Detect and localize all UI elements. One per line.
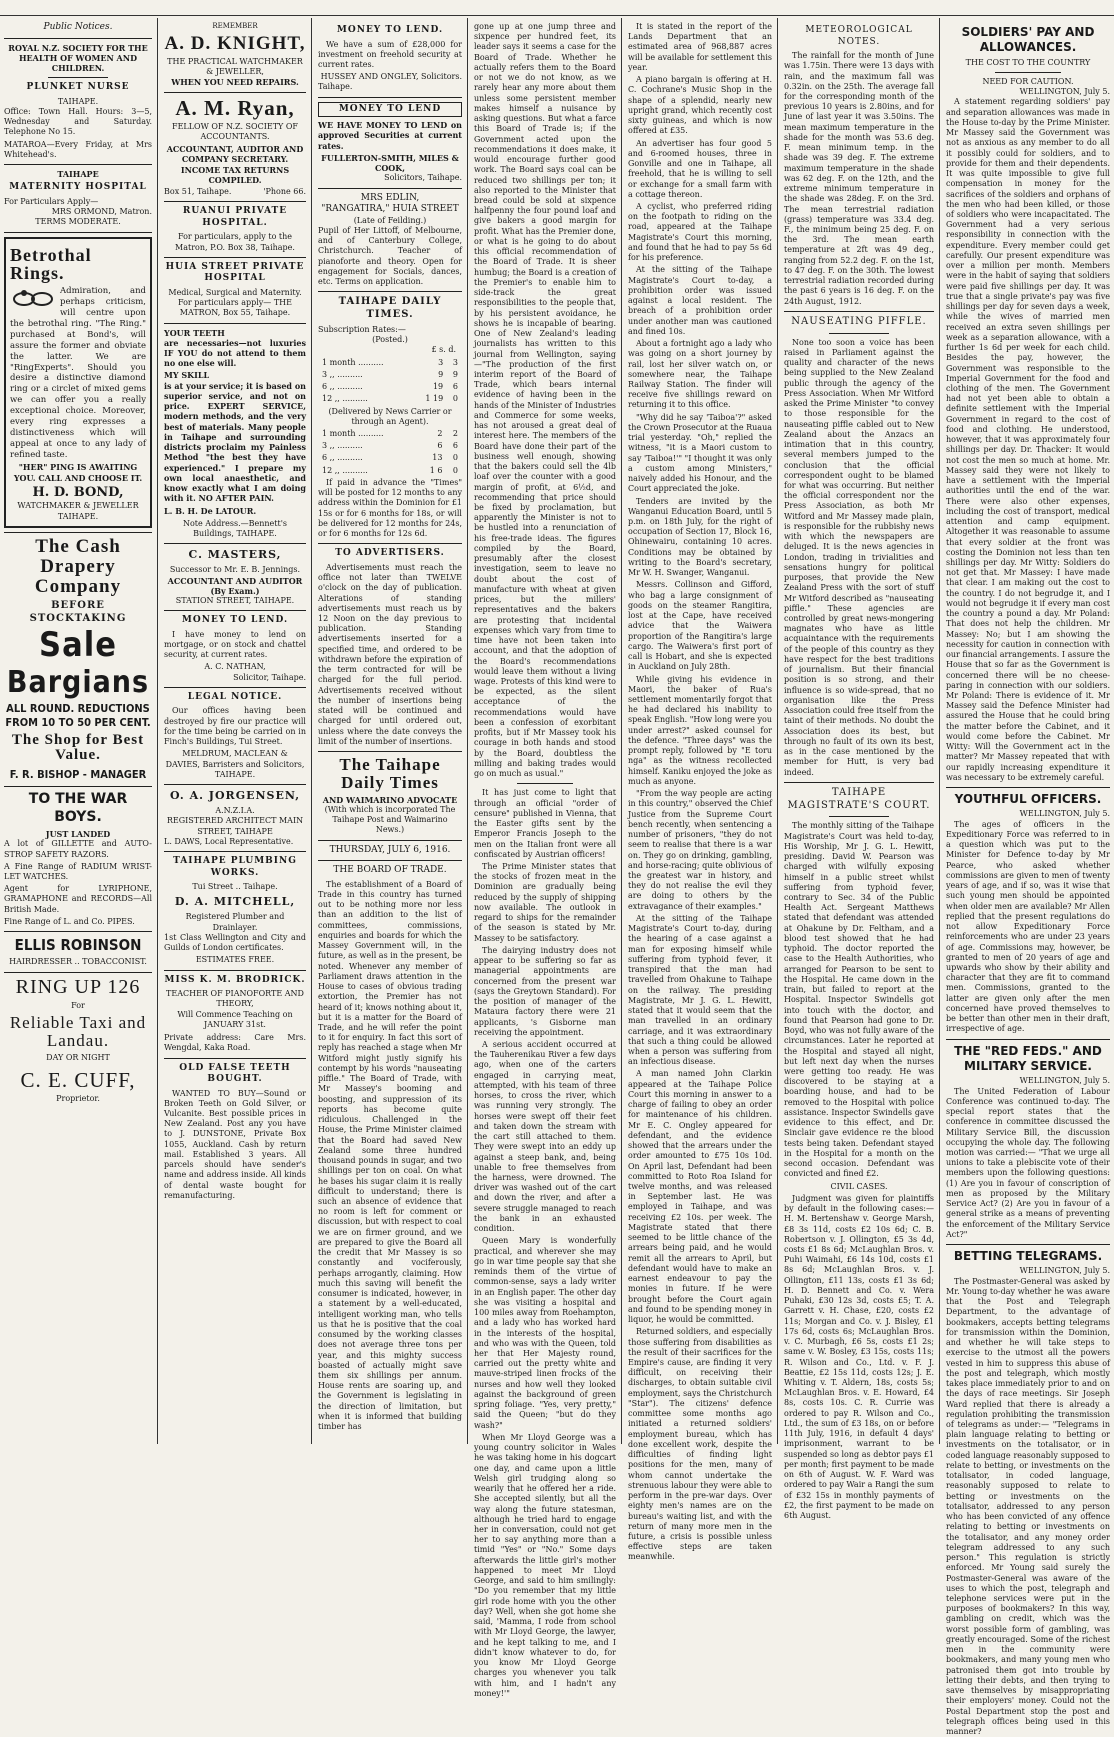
red-feds-body: The United Federation of Labour Conference was continued to-day. The special report states that the conference in committee discussed the Military Service Bill, the discussion occupying the whole day. The following motion was carried:— "That we urge all unions to take a plebiscite vote of their members upon the following questions: (1) Are you in favour of conscription of men as proposed by the Military Service Act? (2) Are you in favour of a general strike as a means of preventing the enforcement of the Military Service Act?" xyxy=(946,1086,1110,1239)
houses-paragraph: An advertiser has four good 5 and 6-roomed houses, three in Gonville and one in Taihape, all freehold, that he is willing to sell or exchange for a small farm with a cottage thereon. xyxy=(628,138,772,199)
tenders-paragraph: Tenders are invited by the Wanganui Education Board, until 5 p.m. on 18th July, for the right of occupation of Section 17, Block 16, Ohinewairu, containing 10 acres. Conditions may be obtained by writing to the Board's secretary, Mr W. H. Swanger, Wanganui. xyxy=(628,496,772,578)
youthful-officers-dateline: WELLINGTON, July 5. xyxy=(1019,809,1110,819)
skill-address: Note Address.—Bennett's Buildings, TAIHAPE. xyxy=(182,518,288,538)
subs-delivered-cell: 1 month .......... xyxy=(322,428,384,438)
plumbing-title: TAIHAPE PLUMBING WORKS. xyxy=(173,856,297,878)
fullerton-lend-title: MONEY TO LEND xyxy=(318,102,462,118)
war-line-1: A lot of GILLETTE and AUTO-STROP SAFETY RAZORS. xyxy=(4,839,152,859)
subs-posted-row xyxy=(320,370,460,380)
column-4 xyxy=(470,22,620,1698)
legal-notice-body: Our offices having been destroyed by fire our practice will for the time being be carried on in Finch's Buildings, Tui Street. xyxy=(164,706,306,747)
cash-shop: The Shop for Best Value. xyxy=(11,731,145,764)
jorgensen-cred: A.N.Z.I.A. xyxy=(215,806,255,816)
maternity-apply: For Particulars Apply— xyxy=(4,196,99,206)
huia-title: HUIA STREET PRIVATE HOSPITAL xyxy=(165,261,305,284)
meteorological-body: The rainfall for the month of June was 1.75in. There were 13 days with rain, and the maximum fall was 0.32in. on the 25th. The average fall for the corresponding month of the previous 10 years is 2.80ins, and for June of last year it was 3.50ins. The mean maximum temperature in the shade for the month was 53.6 deg. F. mean minimum temp. in the shade was 39 deg. F. The extreme maximum temperature in the shade was 62 deg. F. on the 12th, and the extreme minimum temperature in the shade was 28deg. F. on the 3rd. The mean terrestrial radiation (grass) temperature was 33.4 deg. F., the minimum being 25 deg. F. on the 3rd. The mean earth temperature at 2ft was 49 deg., ranging from 52.2 deg. F. on the 1st, to 47 deg. F. on the 30th. The lowest terrestrial radiation recorded during the past 6 years is 16 deg. F. on the 24th August, 1912. xyxy=(784,51,934,306)
maternity-hospital-title: MATERNITY HOSPITAL xyxy=(9,182,147,193)
war-line-3: Agent for LYRIPHONE, GRAMAPHONE and RECORDS—All British Made. xyxy=(4,884,152,914)
cash-manager: F. R. BISHOP - MANAGER xyxy=(9,768,147,782)
betting-telegrams-body: The Postmaster-General was asked by Mr. Young to-day whether he was aware that the Post and Telegraph Department, to the advantage of bookmakers, accepts betting telegrams for transmission within the Dominion, and whether he will take steps to exercise to the utmost all the powers vested in him to suppress this abuse of the post and telegraph, which mostly takes place immediately prior to and on the days of race meetings. Sir Joseph Ward replied that there is already a regulation prohibiting the transmission of telegrams as under:— "Telegrams in plain language relating to betting or investments on the totalisator, or in coded language reasonably supposed to relate to betting, or investments on the totalisator, in coded language, reasonably supposed to relate to betting or investments on the totalisator, addressed to any person who has been convicted of any offence relating to betting or investments on the totalisator, and any money order telegram addressed to any such person." This regulation is strictly enforced. Mr Young said surely the Postmaster-General was aware of the uses to which the post, telegraph and telephone services were put in the purposes of bookmakers? In this way, gambling on credit, which was the worst possible form of gambling, was greatly encouraged. Some of the richest men in the community were bookmakers, and many young men who patronised them got into trouble by letting their debts, and then trying to save themselves by misappropriating their employers' money. Could not the Postal Department stop the post and telegraph offices being used in this manner? xyxy=(946,1276,1110,1737)
queen-mary-paragraph: Queen Mary is wonderfully practical, and wherever she may go in war time people say that she reminds them of the virtue of common-sense, says a lady writer in an English paper. The other day she was visiting a hospital and 100 miles away from Roehampton, and a lady who has worked hard in the interests of the hospital, and who was with the Queen, told her that Her Majesty round, carried out the pretty white and mauve-striped linen frocks of the nurses and how well they looked against the background of green spring foliage. "Yes, very pretty," said the Queen; "but do they wash?" xyxy=(474,1236,616,1430)
soldiers-pay-sub2: NEED FOR CAUTION. xyxy=(982,76,1074,86)
fullerton-role: Solicitors, Taihape. xyxy=(384,173,462,183)
bond-advertisement xyxy=(4,237,152,528)
ryan-fellow: FELLOW OF N.Z. SOCIETY OF ACCOUNTANTS. xyxy=(172,121,298,141)
court-title: TAIHAPE MAGISTRATE'S COURT. xyxy=(787,786,931,811)
ellis-robinson-trade: HAIRDRESSER .. TOBACCONIST. xyxy=(9,957,147,967)
typhoid-paragraph: At the sitting of the Taihape Magistrate's Court to-day, during the hearing of a case against a man for exposing himself while suffering from typhoid fever, it transpired that the man had travelled from Ohakune to Taihape on the railway. The presiding Magistrate, Mr J. G. L. Hewitt, stated that it would seem that the man travelled in an ordinary carriage, and it was extraordinary that such a thing could be allowed when a person was suffering from an infectious disease. xyxy=(628,913,772,1067)
subs-delivered-row xyxy=(320,453,460,463)
masthead-sub: AND WAIMARINO ADVOCATE xyxy=(322,794,458,805)
lloyd-george-paragraph: When Mr Lloyd George was a young country solicitor in Wales he was taking home in his dogcart one day, and came upon a little Welsh girl trudging along so wearily that he offered her a ride. She accepted silently, but all the way along the future statesman, although he tried hard to engage her in conversation, could not get her to say anything more than a timid "Yes" or "No." Some days afterwards the little girl's mother happened to meet Mr Lloyd George, and said to him smilingly: "Do you remember that my little girl rode home with you the other day? Well, when she got home she said, 'Mamma, I rode from school with Mr Lloyd George, the lawyer, and he kept talking to me, and I didn't know whatever to do, for you know Mr Lloyd George charges you whenever you talk with him, and I hadn't any money!'" xyxy=(474,1432,616,1698)
subs-delivered-cell: 1 6 xyxy=(429,465,443,475)
betting-telegrams-dateline: WELLINGTON, July 5. xyxy=(1019,1266,1110,1276)
frozen-meat-paragraph: The Prime Minister states that the stocks of frozen meat in the Dominion are gradually being reduced by the supply of shipping now available. The outlook in regard to ships for the remainder of the season is stated by Mr. Massey to be satisfactory. xyxy=(474,861,616,943)
bond-name: H. D. BOND, xyxy=(32,484,124,500)
chief-justice-paragraph: "From the way people are acting in this country," observed the Chief Justice from the Supreme Court bench recently, when sentencing a number of prisoners, "they do not seem to realise that there is a war on. They go on drinking, gambling, and horse-racing; quite oblivious of the greatest war in history, and they do not realise the evil they are doing to others by the extravagance of their examples." xyxy=(628,789,772,911)
fullerton-firm: FULLERTON-SMITH, MILES & COOK, xyxy=(321,152,459,174)
subs-posted: (Posted.) xyxy=(372,335,408,345)
column-divider xyxy=(777,18,778,1444)
dairy-paragraph: The dairying industry does not appear to be suffering so far as managerial appointments are concerned from the present war (says the Greytown Standard). For the position of manager of the Mataura factory there were 21 applicants, 's Gisborne man receiving the appointment. xyxy=(474,945,616,1037)
teeth-title: YOUR TEETH xyxy=(164,327,225,338)
mitchell-trade: Registered Plumber and Drainlayer. xyxy=(185,912,285,932)
court-body: The monthly sitting of the Taihape Magistrate's Court was held to-day, His Worship, Mr J. G. L. Hewitt, presiding. David W. Pearson was charged with wilfully exposing himself in a public street whilst suffering from typhoid fever, contrary to Sec. 34 of the Public Health Act. Sergeant Matthews stated that defendant was attended at Ohakune by Dr. Feltham, and a blood test showed that he had typhoid. The doctor reported the case to the Health Authorities, who arranged for Pearson to be sent to the Hospital. He came down in the train, but failed to report at the Hospital. Inspector Swindells got into touch with the doctor, and found that Pearson had gone to Dr. Boyd, who was not fully aware of the circumstances. Later he reported at the Hospital and stayed all night, but left next day when the nurses were getting too ready. He was discovered to be staying at a boarding house, and had to be removed to the Hospital with police assistance. Inspector Swindells gave evidence to this effect, and Dr. Sinclair gave evidence re the blood tests being taken. Defendant stayed in the Hospital for a month on the second occasion. Defendant was convicted and fined £2. xyxy=(784,821,934,1179)
column-divider xyxy=(157,18,158,1444)
plunket-hours: Office: Town Hall. Hours: 3—5, Wednesday and Saturday. Telephone No 15. xyxy=(4,106,152,137)
jorgensen-trade: REGISTERED ARCHITECT MAIN STREET, TAIHAPE xyxy=(166,816,304,836)
masters-street: STATION STREET, TAIHAPE. xyxy=(175,595,295,605)
subs-delivered-cell: 0 xyxy=(452,465,458,475)
column-3 xyxy=(314,22,466,1442)
subs-delivered-cell: 2 xyxy=(437,428,443,438)
returned-soldiers-paragraph: Returned soldiers, and especially those suffering from disabilities as the result of their sacrifices for the Empire's cause, are finding it very difficult, on receiving their discharges, to obtain suitable civil employment, says the Christchurch "Star"). The citizens' defence committee some months ago initiated a returned soldiers' employment bureau, which has done excellent work, despite the difficulties of finding light positions for the men, many of whom cannot undertake the strenuous labour they were able to perform in the pre-war days. Over eighty men's names are on the bureau's waiting list, and with the return of many more men in the future, a crisis is possible unless effective steps are taken meanwhile. xyxy=(628,1327,773,1562)
subs-posted-cell: 1 month .......... xyxy=(322,357,384,367)
subs-posted-cell: 12 ,, .......... xyxy=(322,394,368,404)
knight-need: WHEN YOU NEED REPAIRS. xyxy=(171,77,299,88)
river-accident-paragraph: A serious accident occurred at the Tauherenikau River a few days ago, when one of the carters engaged in carrying meat, attempted, with his team of three horses, to cross the river, which was running very strongly. The horses were swept off their feet and taken down the stream with the cart still attached to them. They were swept into an eddy up against a steep bank, and, being unable to free themselves from the harness, were drowned. The driver was washed out of the cart and down the river, and after a severe struggle managed to reach the bank in an exhausted condition. xyxy=(474,1039,616,1234)
skill-body: is at your service; it is based on superior service, and not on price. EXPERT SERVICE, modern methods, and the very best of materials. Many people in Taihape and surrounding districts proclaim my Painless Method "the best they have experienced." I prepare my own local anaesthetic, and know exactly what I am doing with it. NO AFTER PAIN. xyxy=(164,380,306,504)
column-divider xyxy=(621,18,622,1444)
masters-trade: ACCOUNTANT AND AUDITOR (By Exam.) xyxy=(167,575,303,596)
ryan-phone: 'Phone 66. xyxy=(263,187,306,197)
subs-delivered-cell: 6 xyxy=(437,441,443,451)
subs-posted-row xyxy=(320,358,460,368)
cyclist-paragraph: A cyclist, who preferred riding on the footpath to riding on the road, appeared at the Taihape Magistrate's Court this morning, and found that he had to pay 5s 6d for his preference. xyxy=(628,201,772,263)
advertisers-title: TO ADVERTISERS. xyxy=(335,548,445,559)
column-divider xyxy=(467,18,468,1444)
subs-delivered-cell: 3 ,, .......... xyxy=(322,441,363,451)
jorgensen-name: O. A. JORGENSEN, xyxy=(169,789,301,803)
column-divider xyxy=(311,18,312,1444)
false-teeth-title: OLD FALSE TEETH BOUGHT. xyxy=(179,1062,291,1085)
soldiers-pay-dateline: WELLINGTON, July 5. xyxy=(1019,87,1110,97)
subs-delivered-row xyxy=(320,466,460,476)
subs-posted-cell: 3 xyxy=(452,357,458,367)
subs-delivered-cell: 0 xyxy=(452,453,458,463)
royal-society-notice: ROYAL N.Z. SOCIETY FOR THE HEALTH OF WOMEN AND CHILDREN. xyxy=(8,42,148,73)
subs-delivered-cell: 2 xyxy=(452,428,458,438)
subs-delivered-cell: 12 ,, .......... xyxy=(322,465,368,475)
cash-drapery-title: The Cash Drapery Company xyxy=(34,535,122,597)
subs-label: Subscription Rates:— xyxy=(318,324,406,334)
board-of-trade-body: The establishment of a Board of Trade in this country has turned out to be nothing more nor less than an addition to the list of committees, commissions, enquiries and boards for which the Massey Government will, in the future, as well as in the present, be noted. Whenever any member of Parliament draws attention in the House to cases of obvious trading extortion, the Premier has not heard of it; knows nothing about it, but it is a matter for the Board of Trade, and he will refer the point to it for enquiry. In fact this sort of reply has reached a stage when Mr Witford might justly signify his contempt by his words "nauseating piffle." The Board of Trade, with Mr Massey's booming and boosting, and suppression of its reports has become quite ridiculous. Challenged in the House, the Prime Minister claimed that the Board had saved New Zealand some three hundred thousand pounds in sugar, and two shillings per ton on coal. On what he bases his sugar claim it is really difficult to understand; there is such an absence of evidence that no room is left for comment or discussion, but with respect to coal we are on firmer ground, and we are prepared to give the Board all the credit that Mr Massey is so constantly and vociferously, perhaps arrogantly, claiming. How much this saving will benefit the consumer is indicated, however, in a statement by a well-educated, intelligent working man, who tells us that he is positive that the coal consumed by the working classes does not average three tons per year, and this mighty success boasted of actually might save them six shillings per annum. House rents are soaring up, and the Government is legislating in the direction of limitation, but when it is informed that building timber has xyxy=(318,879,462,1432)
maternity-terms: TERMS MODERATE. xyxy=(35,217,121,227)
public-notices-heading: Public Notices. xyxy=(43,22,113,32)
maternity-town: TAIHAPE xyxy=(57,169,99,180)
subs-delivered-cell: 6 ,, .......... xyxy=(322,453,363,463)
skill-name: L. B. H. De LATOUR. xyxy=(164,505,257,516)
censure-paragraph: It has just come to light that through an official "order of censure" published in Vienna, that the Easter gifts sent by the Emperor Francis Joseph to the men on the Italian front were all confiscated by Austrian officers! xyxy=(474,788,616,859)
brodrick-address: Private address: Care Mrs. Wengdal, Kaka Road. xyxy=(164,1033,306,1053)
subs-posted-cell: 19 xyxy=(432,382,444,392)
ring-day-night: DAY OR NIGHT xyxy=(46,1052,110,1062)
advertisers-body: Advertisements must reach the office not later than TWELVE o'clock on the day of publication. Alterations of standing advertisements must reach us by 12 Noon on the day previous to publication. Standing advertisements inserted for a specified time, and ordered to be withdrawn before the expiration of the term contracted for will be charged for the full period. Advertisements received without the number of insertions being stated will be continued and charged for until ordered out, unless where the date conveys the limit of the number of insertions. xyxy=(318,562,462,746)
remember-label: REMEMBER xyxy=(212,22,258,30)
ring-for: For xyxy=(71,1000,85,1010)
knight-name: A. D. KNIGHT, xyxy=(164,32,306,54)
column-1 xyxy=(0,22,156,1442)
rua-paragraph: While giving his evidence in Maori, the baker of Rua's settlement momentarily forgot that he had declared his inability to speak English. "How long were you under arrest?" asked counsel for the defence. "Three days" was the prompt reply, followed by "E toru nga" as the witness recollected himself. Kaniku enjoyed the joke as much as anyone. xyxy=(628,674,772,786)
nathan-name: A. C. NATHAN, xyxy=(204,662,266,672)
maternity-matron: MRS ORMOND, Matron. xyxy=(51,207,152,217)
red-feds-dateline: WELLINGTON, July 5. xyxy=(1019,1076,1110,1086)
mitchell-name: D. A. MITCHELL, xyxy=(174,895,296,909)
ryan-services: ACCOUNTANT, AUDITOR AND COMPANY SECRETARY. INCOME TAX RETURNS COMPILED. xyxy=(166,144,304,185)
hussey-lend-title: MONEY TO LEND. xyxy=(336,25,444,35)
watch-paragraph: About a fortnight ago a lady who was going on a short journey by rail, lost her silver watch on, or somewhere near, the Taihape Railway Station. The finder will receive five shillings reward on returning it to this office. xyxy=(628,339,772,410)
column-6 xyxy=(780,22,938,1521)
ring-icon xyxy=(10,288,56,308)
huia-body: Medical, Surgical and Maternity. For particulars apply— THE MATRON, Box 55, Taihape. xyxy=(168,287,302,318)
lands-paragraph: It is stated in the report of the Lands Department that an estimated area of 968,887 acres will be available for settlement this year. xyxy=(628,22,772,72)
bond-body: Admiration, and perhaps criticism, will centre upon the betrothal ring. "The Ring." purchased at Bond's, will assure the former and obviate the latter. We are "RingExperts". Should you desire a distinctive diamond ring or a circlet of mixed gems we can offer you a really exceptional choice. Moreover, every ring expresses a distinctiveness which will appeal at once to any lady of refined taste. xyxy=(10,286,146,460)
column-7 xyxy=(942,22,1114,1737)
nathan-role: Solicitor, Taihape. xyxy=(233,672,306,682)
masthead-note: (With which is incorporated The Taihape Post and Waimarino News.) xyxy=(324,804,456,835)
fullerton-lend-body: WE HAVE MONEY TO LEND on approved Securities at current rates. xyxy=(318,120,462,151)
subs-delivered-row xyxy=(320,441,460,451)
jorgensen-rep: L. DAWS, Local Representative. xyxy=(164,836,294,846)
subs-posted-cell: 1 19 xyxy=(425,394,444,404)
war-boys-title: TO THE WAR BOYS. xyxy=(28,791,128,826)
ryan-contact xyxy=(164,187,306,197)
mitchell-estimates: ESTIMATES FREE. xyxy=(195,955,275,965)
subs-posted-cell: 3 xyxy=(438,357,444,367)
red-feds-title: THE "RED FEDS." AND MILITARY SERVICE. xyxy=(954,1043,1102,1073)
ruanui-body: For particulars, apply to the Matron, P.O. Box 38, Taihape. xyxy=(175,232,295,252)
false-teeth-body: WANTED TO BUY—Sound or Broken Teeth on Gold Silver, or Vulcanite. Best possible prices in New Zealand. Post any you have to J. DUNSTONE, Private Box 1055, Auckland. Cash by return mail. Established 3 years. All parcels should have sender's name and address inside. All kinds of dental waste bought for remanufacturing. xyxy=(164,1088,306,1200)
nathan-lend-body: I have money to lend on mortgage, or on stock and chattel security, at current rates. xyxy=(164,629,306,660)
column-divider xyxy=(939,18,940,1444)
betrothal-rings-title: Betrothal Rings. xyxy=(10,244,92,284)
subs-posted-cell: 9 xyxy=(438,369,444,379)
piffle-body: None too soon a voice has been raised in Parliament against the quality and character of the news being supplied to the New Zealand public through the agency of the Press Association. When Mr Witford asked the Prime Minister "to convey to those responsible for the nauseating piffle cabled out to New Zealand about the Anzacs an intimation that in this country, several members jumped to the conclusion that the official correspondent ought to be blamed for what was occurring. But neither the official correspondent nor the Press Association, as both Mr Witford and Mr Massey made plain, is responsible for the rubbishy news with which the newspapers are deluged. It is the news agencies in London, trading in trivialities and sensations hungry for political purposes, that provide the New Zealand Press with the sort of stuff Mr Witford described as "nauseating piffle." These agencies are controlled by great news-mongering magnates who have as little acquaintance with the requirements of the people of this country as they have respect for the best traditions of journalism. But their financial position is so strong, and their influence is so wide-spread, that no organisation like the Press Association could free itself from the taint of their methods. No doubt the Association does its best, but through no fault of its own its best, as in the case mentioned by the member for Hutt, is very bad indeed. xyxy=(784,337,934,777)
masters-name: C. MASTERS, xyxy=(188,548,282,562)
subs-posted-cell: 0 xyxy=(452,394,458,404)
board-continued: gone up at one jump three and sixpence per hundred feet, its leader says it seems a case for the Board of Trade. Whether he actually refers them to the Board or not we do not know, as we rarely hear any more about them unless some persistent member makes himself a nuisance by asking questions. But what a farce this Board of Trade is; if the Government acted upon the recommendations it does make, it would encourage further good work. The Board says coal can be reduced two shillings per ton; it also reported to the Minister that bread could be sold at sixpence halfpenny the four pound loaf and give bakers a good margin for profit. What has the Premier done, or what is he going to do about this official recommendation of the Board of Trade. It is sheer humbug; the Board is a creation of the Premier's to enable him to side-track the great responsibilities to the people that, by his persistent avoidance, he shows he is incapable of bearing. One of New Zealand's leading journalists has written to this journal from Wellington, saying—"The production of the first interim report of the Board of Trade, which bears internal evidence of having been in the hands of the Minister of Industries and Commerce for some weeks, has not aroused a great deal of interest here. The members of the Board have done their part of the business well enough, showing that the bakers could sell the 4lb loaf over the counter with a good margin of profit, at 6½d, and recommending that price should be fixed by proclamation, but apparently the Minister is not to be hustled into a renunciation of his free-trade ideas. The figures compiled by the Board, presumably after the closest investigation, seem to leave no doubt about the cost of manufacture with wheat at given prices, but the millers' representatives and the bakers are protesting that incidental expenses which vary from time to time have not been taken into account, and that the adoption of the Board's recommendations would leave them without a living wage. Protests of this kind were to be expected, as the silent acceptance of the recommendations would have been a confession of exorbitant profits, but if Mr Massey took his courage in both hands and stood by the Board, doubtless the milling and baking trades would go on much as usual." xyxy=(474,22,616,779)
prohibition-paragraph: At the sitting of the Taihape Magistrate's Court to-day, a prohibition order was issued against a local resident. The breach of a prohibition order under another man was cautioned and fined 10s. xyxy=(628,265,772,336)
column-5 xyxy=(624,22,776,1562)
skill-title: MY SKILL xyxy=(164,370,210,381)
civil-cases-body: Judgment was given for plaintiffs by default in the following cases:— H. M. Bertenshaw v. George Marsh, £8 3s 11d, costs £2 10s 6d; C. B. Robertson v. J. Ollington, £5 3s 4d, costs £1 8s 6d; McLaughlan Bros. v. Puhi Waimahi, £6 14s 10d, costs £1 8s 6d; McLaughlan Bros. v. J. Ollington, £11 13s, costs £1 3s 6d; H. D. Bennett and Co. v. Wera Puhaki, £30 12s 3d, costs £5; T. A. Garrett v. H. Chase, £20, costs £2 11s; Morgan and Co. v. J. Bisley, £1 17s 6d, costs 6s; McLaughlan Bros. v. C. Murbagh, £6 5s, costs £1 2s; same v. W. Bosley, £3 15s, costs 11s; R. Wilson and Co., Ltd. v. F. J. Beattie, £2 15s 11d, costs 12s; J. E. Whiting v. T. Aldern, 18s, costs 5s; McLaughlan Bros. v. E. Howard, £4 8s, costs 10s. C. R. Currie was ordered to pay R. Wilson and Co., Ltd., the sum of £3 18s, on or before 11th July, 1916, in default 4 days' imprisonment, warrant to be suspended so long as debtor pays £1 per month; first payment to be made on 6th of August. W. F. Ward was ordered to pay Wair a Rangi the sum of £32 15s in monthly payments of £2, the first payment to be made on 6th August. xyxy=(784,1193,934,1521)
teeth-body: are necessaries—not luxuries IF YOU do not attend to them no one else will. xyxy=(164,337,306,369)
edlin-late: (Late of Feilding.) xyxy=(353,215,427,225)
mitchell-class: 1st Class Wellington and City and Guilds of London certificates. xyxy=(164,932,306,953)
cuff-name: C. E. CUFF, xyxy=(20,1067,136,1092)
masters-successor: Successor to Mr. E. B. Jennings. xyxy=(169,565,301,575)
soldiers-pay-sub1: THE COST TO THE COUNTRY xyxy=(965,57,1091,67)
top-border xyxy=(0,0,1114,16)
edlin-body: Pupil of Her Littoff, of Melbourne, and of Canterbury College, Christchurch. Teacher of pianoforte and theory. Open for engagement for Socials, dances, etc. Terms on application. xyxy=(318,225,462,287)
bond-slogan: "HER" PING IS AWAITING YOU. CALL AND CHOOSE IT. xyxy=(13,462,143,483)
subs-delivered-row xyxy=(320,429,460,439)
hussey-town: Taihape. xyxy=(318,82,353,92)
ruanui-title: RUANUI PRIVATE HOSPITAL. xyxy=(182,206,288,228)
subs-posted-cell: 9 xyxy=(452,369,458,379)
rangitira-paragraph: Messrs. Collinson and Gifford, who bag a large consignment of goods on the steamer Rangitira, lost at the Cape, have received advice that the Waiwera proportion of the Rangitira's large cargo. The Waiwera's first port of call is Hobart, and she is expected in Auckland on July 28th. xyxy=(628,580,772,672)
subs-lsd-header: £ s. d. xyxy=(431,345,456,355)
subs-delivered-cell: 13 xyxy=(432,453,443,463)
war-just-landed: JUST LANDED xyxy=(45,829,111,840)
youthful-officers-body: The ages of officers in the Expeditionary Force was referred to in a question which was put to the Minister for Defence to-day by Mr Pearce, who asked whether commissions are given to men of twenty years of age, and if so, was it wise that such young men should be appointed when older men are available? Mr Allen replied that the present regulations do not allow Expeditionary Force reinforcements who are under 23 years of age. Commissions may, however, be granted to men of 20 years of age and upwards who show by their ability and character that they are fit to command men. Commissions, granted to the latter are given only after the men concerned have proved themselves to be better than other men in their draft, irrespective of age. xyxy=(946,819,1110,1034)
ellis-robinson-name: ELLIS ROBINSON xyxy=(14,936,142,955)
legal-notice-title: LEGAL NOTICE. xyxy=(187,691,283,702)
plunket-mataroa: MATAROA—Every Friday, at Mrs Whitehead's. xyxy=(4,139,152,159)
piffle-title: NAUSEATING PIFFLE. xyxy=(791,315,927,327)
clarkin-paragraph: A man named John Clarkin appeared at the Taihape Police Court this morning in answer to a charge of failing to obey an order for maintenance of his children. Mr E. C. Ongley appeared for defendant, and the evidence showed that the arrears under the order amounted to £75 10s 10d. On April last, Defendant had been committed to Roto Roa Island for twelve months, and was released in September last. He was employed in Taihape, and was receiving £2 10s. per week. The Magistrate stated that there seemed to be little chance of the arrears being paid, and he would remit all the arrears to April, but defendant would have to make an earnest endeavour to pay the monies in future. If he were brought before the Court again and found to be spending money in liquor, he would be committed. xyxy=(628,1069,772,1325)
legal-notice-firm: MELDRUM, MACLEAN & DAVIES, Barristers and Solicitors, TAIHAPE. xyxy=(165,749,305,779)
ring-taxi: Reliable Taxi and Landau. xyxy=(9,1012,147,1050)
war-line-2: A Fine Range of RADIUM WRIST-LET WATCHES. xyxy=(4,861,152,882)
piano-paragraph: A piano bargain is offering at H. C. Cochrane's Music Shop in the shape of a splendid, nearly new upright grand, which recently cost sixty guineas, and which is now offered at £35. xyxy=(628,75,772,136)
soldiers-pay-body: A statement regarding soldiers' pay and separation allowances was made in the House to-day by the Prime Minister. Mr Massey said the Government was not as anxious as any member to do all it possibly could for soldiers, and to provide for them and their dependents. It was quite impossible to give full compensation in money for the sacrifices of the soldiers and orphans of the men who had been killed, or those of soldiers who were incapacitated. The Government had a very serious responsibility in connection with the expenditure. Every member could get carefully. Our present expenditure was over a million per month. Members were in the habit of saying that soldiers were paid five shillings per day. It was true that a single private's pay was five shillings per day for seven days a week, while the wives of married men received an extra seven shillings per week as a separation allowance, with a further 1s 6d per week for each child. Besides the pay, however, the Government was responsible to the Imperial Government for the food and clothing of the men. The Government had not yet been able to obtain a definite settlement with the Imperial Government in regard to the cost of food and clothing. He understood, however, that it was approximately four shillings per day. Dr. Thacker: It would not cost the men so much at home. Mr. Massey said they were not likely to have a settlement with the Imperial authorities until the end of the war. There were also other expenses, including the cost of transport, medical attention and camp equipment. Altogether it was reasonable to assume that every soldier at the front was costing the Dominion not less than ten shillings per day. Mr Witty: Soldiers do not get that. Mr Massey: I have made that clear. I am making out the cost to the country. I do not begrudge it, and I would not begrudge it if every man cost the country a pound a day. Mr Poland: That does not help the children. Mr Massey: No; but I am showing the necessity for caution in connection with our financial arrangements. I assure the House that so far as the Government is concerned there will be no cheese-paring in connection with our soldiers. Mr Poland: There is evidence of it. Mr Massey said the Defence Minister had assured the House that he could bring the matter before the Cabinet, and it would come before the Cabinet. Mr Witty: Will the Government act in the matter? Mr Massey repeated that with our rapidly increasing expenditure it was necessary to be extremely careful. xyxy=(946,97,1110,782)
cash-sale: Sale xyxy=(39,625,117,666)
cash-bargains: Bargians xyxy=(6,665,150,701)
plumbing-street: Tui Street .. Taihape. xyxy=(192,882,278,892)
times-subs-title: TAIHAPE DAILY TIMES. xyxy=(338,296,442,321)
subs-note: If paid in advance the "Times" will be posted for 12 months to any address within the Dominion for £1 15s or for 6 months for 18s, or will be delivered for 12 months for 24s, or for 6 months for 12s 6d. xyxy=(318,477,462,539)
knight-trade: THE PRACTICAL WATCHMAKER & JEWELLER, xyxy=(167,56,303,77)
plunket-town: TAIHAPE. xyxy=(57,96,99,106)
meteorological-title: METEOROLOGICAL NOTES. xyxy=(805,25,913,47)
cuff-proprietor: Proprietor. xyxy=(56,1093,100,1103)
subs-posted-row xyxy=(320,382,460,392)
subs-delivered-cell: 6 xyxy=(452,441,458,451)
plunket-nurse-title: PLUNKET NURSE xyxy=(26,82,130,93)
subs-posted-cell: 6 ,, .......... xyxy=(322,382,363,392)
youthful-officers-title: YOUTHFUL OFFICERS. xyxy=(954,792,1102,807)
column-2 xyxy=(160,22,310,1442)
dateline: THURSDAY, JULY 6, 1916. xyxy=(329,844,451,855)
bond-trade: WATCHMAKER & JEWELLER TAIHAPE. xyxy=(17,501,139,521)
taiboa-paragraph: "Why did he say 'Taiboa'?" asked the Crown Prosecutor at the Ruaua trial yesterday. "Oh," replied the witness, "it is a Maori custom to say 'Taiboa!'" "I thought it was only a custom among Ministers," naively added his Honour, and the Court appreciated the joke. xyxy=(628,412,772,494)
edlin-name: MRS EDLIN, xyxy=(360,192,420,203)
subs-posted-cell: 3 ,, .......... xyxy=(322,369,363,379)
edlin-address: "RANGATIRA," HUIA STREET xyxy=(321,204,459,215)
civil-cases-title: CIVIL CASES. xyxy=(830,1181,888,1191)
brodrick-name: MISS K. M. BRODRICK. xyxy=(164,974,306,985)
subs-posted-cell: 6 xyxy=(452,382,458,392)
ryan-box: Box 51, Taihape. xyxy=(164,187,232,197)
subs-posted-table xyxy=(318,356,462,407)
board-of-trade-title: THE BOARD OF TRADE. xyxy=(333,865,447,876)
war-line-4: Fine Range of L. and Co. PIPES. xyxy=(4,916,135,926)
cash-reductions: ALL ROUND. REDUCTIONS FROM 10 TO 50 PER CENT. xyxy=(5,701,151,729)
soldiers-pay-title: SOLDIERS' PAY AND ALLOWANCES. xyxy=(961,25,1095,55)
subs-delivered: (Delivered by News Carrier or through an Agent). xyxy=(328,406,452,426)
ryan-name: A. M. Ryan, xyxy=(175,95,295,120)
masthead: The Taihape Daily Times xyxy=(339,755,441,792)
nathan-lend-title: MONEY TO LEND. xyxy=(181,615,289,626)
ring-up-title: RING UP 126 xyxy=(15,975,141,998)
hussey-lend-body: We have a sum of £28,000 for investment on freehold security at current rates. xyxy=(318,39,462,69)
brodrick-trade: TEACHER OF PIANOFORTE AND THEORY, xyxy=(166,989,304,1009)
hussey-firm: HUSSEY AND ONGLEY, Solicitors. xyxy=(320,72,462,82)
brodrick-commence: Will Commence Teaching on JANUARY 31st. xyxy=(177,1009,293,1029)
betting-telegrams-title: BETTING TELEGRAMS. xyxy=(953,1249,1103,1264)
subs-delivered-table xyxy=(318,427,462,478)
subs-posted-row xyxy=(320,394,460,404)
cash-before-stocktaking: BEFORE STOCKTAKING xyxy=(29,599,127,624)
